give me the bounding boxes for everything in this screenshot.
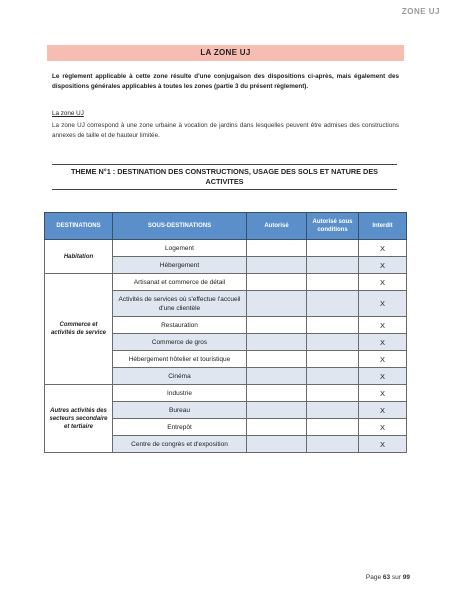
page-prefix: Page bbox=[365, 574, 383, 581]
autorise-cell bbox=[247, 436, 307, 453]
conditions-cell bbox=[307, 351, 359, 368]
conditions-cell bbox=[307, 240, 359, 257]
total-pages: 99 bbox=[402, 574, 410, 581]
interdit-cell: X bbox=[359, 257, 407, 274]
theme-heading: THEME N°1 : DESTINATION DES CONSTRUCTIONS, USAGE DES SOLS ET NATURE DES ACTIVITES bbox=[52, 164, 397, 190]
destination-habitation: Habitation bbox=[45, 240, 113, 274]
header-destinations: DESTINATIONS bbox=[45, 213, 113, 240]
autorise-cell bbox=[247, 291, 307, 317]
interdit-cell: X bbox=[359, 368, 407, 385]
interdit-cell: X bbox=[359, 385, 407, 402]
interdit-cell: X bbox=[359, 402, 407, 419]
header-autorise: Autorisé bbox=[247, 213, 307, 240]
interdit-cell: X bbox=[359, 240, 407, 257]
autorise-cell bbox=[247, 402, 307, 419]
autorise-cell bbox=[247, 351, 307, 368]
autorise-cell bbox=[247, 317, 307, 334]
sub-destination-cell: Activités de services où s'effectue l'accueil d'une clientèle bbox=[113, 291, 247, 317]
header-interdit: Interdit bbox=[359, 213, 407, 240]
header-autorise-sous-conditions: Autorisé sous conditions bbox=[307, 213, 359, 240]
sub-destination-cell: Industrie bbox=[113, 385, 247, 402]
page-separator: sur bbox=[390, 574, 403, 581]
zone-subtitle: La zone UJ bbox=[52, 110, 84, 117]
conditions-cell bbox=[307, 317, 359, 334]
sub-destination-cell: Logement bbox=[113, 240, 247, 257]
conditions-cell bbox=[307, 368, 359, 385]
sub-destination-cell: Bureau bbox=[113, 402, 247, 419]
conditions-cell bbox=[307, 291, 359, 317]
conditions-cell bbox=[307, 274, 359, 291]
interdit-cell: X bbox=[359, 419, 407, 436]
zone-description: La zone UJ correspond à une zone urbaine à vocation de jardins dans lesquelles peuvent être admises des constructions annexes de taille et de hauteur limitée. bbox=[52, 122, 399, 139]
autorise-cell bbox=[247, 274, 307, 291]
conditions-cell bbox=[307, 334, 359, 351]
conditions-cell bbox=[307, 385, 359, 402]
page-number bbox=[366, 574, 410, 581]
destination-commerce: Commerce et activités de service bbox=[45, 274, 113, 385]
header-sous-destinations: SOUS-DESTINATIONS bbox=[113, 213, 247, 240]
table-row bbox=[45, 385, 407, 402]
sub-destination-cell: Centre de congrès et d'exposition bbox=[113, 436, 247, 453]
sub-destination-cell: Commerce de gros bbox=[113, 334, 247, 351]
autorise-cell bbox=[247, 368, 307, 385]
sub-destination-cell: Artisanat et commerce de détail bbox=[113, 274, 247, 291]
conditions-cell bbox=[307, 257, 359, 274]
interdit-cell: X bbox=[359, 317, 407, 334]
sub-destination-cell: Restauration bbox=[113, 317, 247, 334]
autorise-cell bbox=[247, 257, 307, 274]
conditions-cell bbox=[307, 419, 359, 436]
autorise-cell bbox=[247, 240, 307, 257]
section-tag: ZONE UJ bbox=[401, 7, 440, 16]
zone-title-banner: LA ZONE UJ bbox=[47, 45, 404, 61]
interdit-cell: X bbox=[359, 436, 407, 453]
sub-destination-cell: Entrepôt bbox=[113, 419, 247, 436]
autorise-cell bbox=[247, 385, 307, 402]
conditions-cell bbox=[307, 402, 359, 419]
autorise-cell bbox=[247, 419, 307, 436]
interdit-cell: X bbox=[359, 334, 407, 351]
sub-destination-cell: Hébergement hôtelier et touristique bbox=[113, 351, 247, 368]
current-page: 63 bbox=[382, 574, 391, 581]
conditions-cell bbox=[307, 436, 359, 453]
sub-destination-cell: Hébergement bbox=[113, 257, 247, 274]
sub-destination-cell: Cinéma bbox=[113, 368, 247, 385]
autorise-cell bbox=[247, 334, 307, 351]
interdit-cell: X bbox=[359, 274, 407, 291]
table-header-row bbox=[45, 213, 407, 240]
destination-autres-activites: Autres activités des secteurs secondaire et tertiaire bbox=[45, 385, 113, 453]
table-row bbox=[45, 274, 407, 291]
intro-paragraph: Le règlement applicable à cette zone résulte d'une conjugaison des dispositions ci-après, mais également des dispositions générales applicables à toutes les zones (partie 3 du présent règlement). bbox=[52, 73, 399, 90]
interdit-cell: X bbox=[359, 291, 407, 317]
table-row bbox=[45, 240, 407, 257]
interdit-cell: X bbox=[359, 351, 407, 368]
destinations-table bbox=[44, 212, 407, 453]
